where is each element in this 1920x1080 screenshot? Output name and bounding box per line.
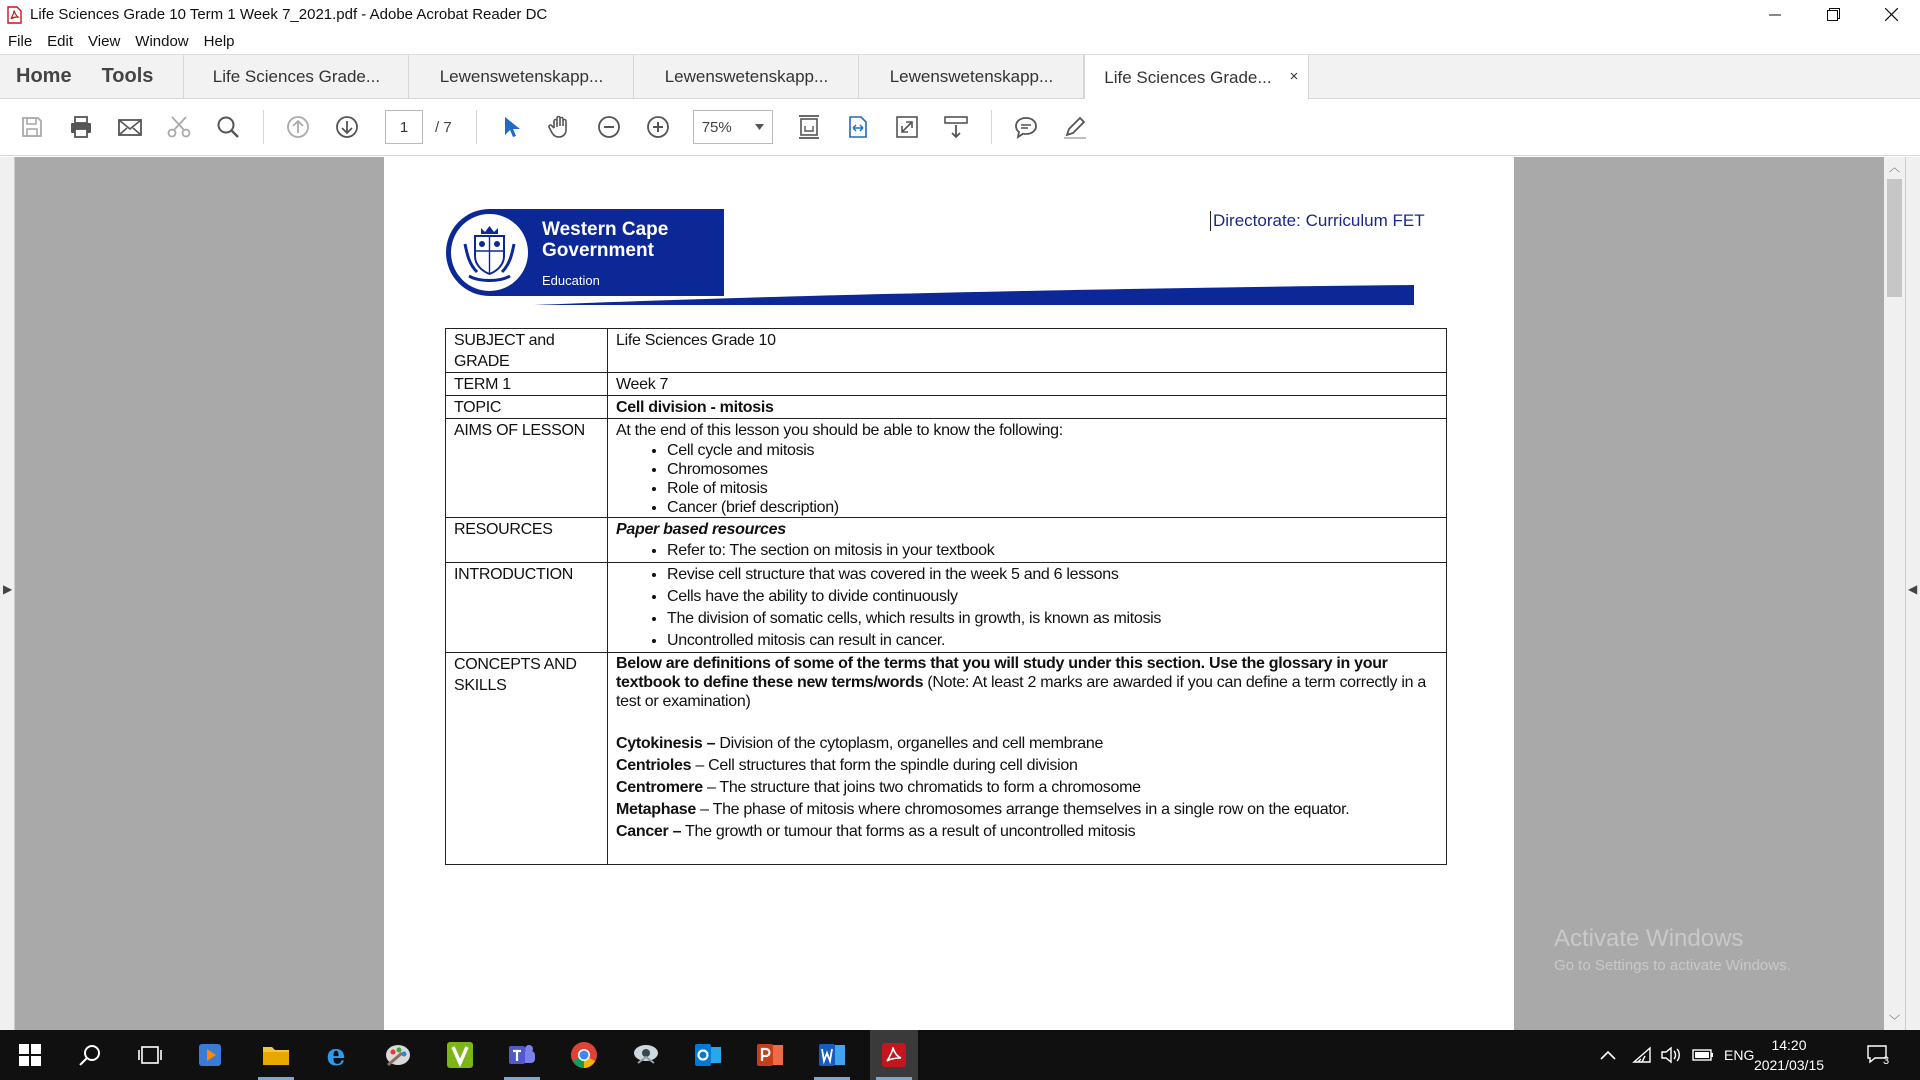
select-cursor-icon[interactable] xyxy=(491,107,531,147)
document-tab-active[interactable] xyxy=(1084,55,1309,100)
menu-bar xyxy=(0,29,1920,54)
topic-label: TOPIC xyxy=(446,396,608,419)
table-row xyxy=(446,329,1447,373)
zoom-level-select[interactable] xyxy=(693,110,773,144)
concepts-label: CONCEPTS AND SKILLS xyxy=(446,653,608,865)
introduction-label: INTRODUCTION xyxy=(446,563,608,653)
list-item: • Cell cycle and mitosis xyxy=(667,441,1438,460)
subject-value: Life Sciences Grade 10 xyxy=(608,329,1447,373)
menu-file[interactable]: File xyxy=(8,33,33,50)
definition-item: Metaphase – The phase of mitosis where chromosomes arrange themselves in a single row on the equator. xyxy=(616,801,1350,818)
list-item: • The division of somatic cells, which results in growth, is known as mitosis xyxy=(667,608,1438,630)
zoom-out-icon[interactable] xyxy=(589,107,629,147)
windows-start-icon[interactable] xyxy=(6,1030,54,1080)
email-icon[interactable] xyxy=(110,107,150,147)
aims-intro: At the end of this lesson you should be able to know the following: xyxy=(616,422,1063,439)
tab-bar xyxy=(0,54,1920,99)
zoom-value: 75% xyxy=(701,118,732,136)
list-item: • Revise cell structure that was covered in the week 5 and 6 lessons xyxy=(667,564,1438,586)
pdf-page xyxy=(384,157,1514,1030)
acrobat-taskbar-icon[interactable] xyxy=(870,1030,918,1080)
list-item: • Cancer (brief description) xyxy=(667,498,1438,517)
restore-button[interactable] xyxy=(1804,0,1862,29)
menu-help[interactable]: Help xyxy=(203,33,235,50)
document-tab-2[interactable] xyxy=(409,55,634,99)
toolbar-separator xyxy=(263,110,264,144)
save-icon[interactable] xyxy=(12,107,52,147)
tab-label: Life Sciences Grade... xyxy=(212,67,381,86)
table-row xyxy=(446,518,1447,563)
header-swoosh xyxy=(534,283,1414,305)
toolbar xyxy=(0,99,1920,156)
nav-home[interactable]: Home xyxy=(16,65,72,87)
aims-value xyxy=(608,419,1447,518)
table-row xyxy=(446,373,1447,396)
print-icon[interactable] xyxy=(61,107,101,147)
document-viewer[interactable] xyxy=(0,157,1920,1030)
task-view-icon[interactable] xyxy=(126,1030,174,1080)
zoom-in-icon[interactable] xyxy=(638,107,678,147)
media-player-icon[interactable] xyxy=(186,1030,234,1080)
word-icon[interactable] xyxy=(808,1030,856,1080)
list-item: • Refer to: The section on mitosis in your textbook xyxy=(667,540,1438,562)
document-tab-3[interactable] xyxy=(634,55,859,99)
toolbar-separator xyxy=(476,110,477,144)
chrome-icon[interactable] xyxy=(560,1030,608,1080)
network-icon[interactable] xyxy=(1632,1030,1652,1080)
fit-page-icon[interactable] xyxy=(789,107,829,147)
full-screen-icon[interactable] xyxy=(887,107,927,147)
page-total: / 7 xyxy=(435,118,452,136)
list-item: • Cells have the ability to divide continuously xyxy=(667,586,1438,608)
scroll-up-icon[interactable]: ︿ xyxy=(1889,162,1900,174)
right-panel-toggle[interactable] xyxy=(1905,157,1920,1030)
action-center-icon[interactable] xyxy=(1866,1030,1889,1080)
definition-item: Cancer – The growth or tumour that forms as a result of uncontrolled mitosis xyxy=(616,823,1136,840)
chevron-down-icon xyxy=(755,124,764,130)
lesson-plan-table xyxy=(445,328,1447,865)
expand-left-icon: ◀ xyxy=(1908,582,1918,596)
sign-pen-icon[interactable] xyxy=(1055,107,1095,147)
notification-count: 3 xyxy=(1883,1055,1890,1067)
search-icon[interactable] xyxy=(208,107,248,147)
document-tab-1[interactable] xyxy=(184,55,409,99)
table-row xyxy=(446,419,1447,518)
tab-label: Lewenswetenskapp... xyxy=(664,67,829,86)
scroll-mode-icon[interactable] xyxy=(936,107,976,147)
document-tab-4[interactable] xyxy=(859,55,1084,99)
toolbar-separator xyxy=(991,110,992,144)
coat-of-arms-icon xyxy=(449,212,530,293)
logo-department: Education xyxy=(542,273,600,288)
media-app-icon[interactable] xyxy=(622,1030,670,1080)
introduction-value xyxy=(608,563,1447,653)
window-title: Life Sciences Grade 10 Term 1 Week 7_2021.pdf - Adobe Acrobat Reader DC xyxy=(30,6,548,23)
subject-label: SUBJECT and GRADE xyxy=(446,329,608,373)
paint-app-icon[interactable] xyxy=(374,1030,422,1080)
activate-windows-watermark: Activate Windows Go to Settings to activate Windows. xyxy=(1554,925,1791,974)
vitality-app-icon[interactable] xyxy=(436,1030,484,1080)
nav-tools[interactable]: Tools xyxy=(86,55,185,98)
file-explorer-icon[interactable] xyxy=(252,1030,300,1080)
list-item: • Uncontrolled mitosis can result in cancer. xyxy=(667,630,1438,652)
introduction-list xyxy=(616,564,1438,652)
minimize-button[interactable] xyxy=(1746,0,1804,29)
table-row xyxy=(446,563,1447,653)
definition-item: Centrioles – Cell structures that form the spindle during cell division xyxy=(616,757,1078,774)
directorate-heading: Directorate: Curriculum FET xyxy=(1210,211,1425,231)
table-row xyxy=(446,653,1447,865)
table-row xyxy=(446,396,1447,419)
tab-label: Lewenswetenskapp... xyxy=(889,67,1054,86)
page-number-input[interactable]: 1 xyxy=(385,110,423,144)
expand-right-icon: ▶ xyxy=(3,582,13,596)
search-icon[interactable] xyxy=(66,1030,114,1080)
outlook-icon[interactable] xyxy=(684,1030,732,1080)
menu-window[interactable]: Window xyxy=(135,33,189,50)
clock-time: 14:20 xyxy=(1771,1037,1807,1053)
concepts-intro: Below are definitions of some of the terms that you will study under this section. Use the glossary in your textbook to define these new terms/words (Note: At least 2 marks are awarded if you can define a term correctly in a test or examination) xyxy=(616,655,1426,710)
close-tab-icon[interactable]: × xyxy=(1289,68,1299,85)
tab-label: Life Sciences Grade... xyxy=(1104,67,1272,87)
list-item: • Role of mitosis xyxy=(667,479,1438,498)
system-clock[interactable] xyxy=(1750,1035,1828,1075)
next-page-icon[interactable] xyxy=(327,107,367,147)
acrobat-app-icon xyxy=(6,6,22,24)
left-panel-toggle[interactable] xyxy=(0,157,15,1030)
aims-label: AIMS OF LESSON xyxy=(446,419,608,518)
scissors-icon[interactable] xyxy=(159,107,199,147)
scroll-down-icon[interactable]: ﹀ xyxy=(1889,1015,1900,1027)
teams-icon[interactable] xyxy=(498,1030,546,1080)
aims-list xyxy=(616,441,1438,517)
title-bar xyxy=(0,0,1920,29)
previous-page-icon[interactable] xyxy=(278,107,318,147)
scrollbar-thumb[interactable] xyxy=(1887,179,1902,297)
definition-item: Centromere – The structure that joins two chromatids to form a chromosome xyxy=(616,779,1141,796)
show-hidden-icons-icon[interactable] xyxy=(1600,1030,1616,1080)
resources-heading: Paper based resources xyxy=(616,521,786,538)
definition-item: Cytokinesis – Division of the cytoplasm, organelles and cell membrane xyxy=(616,735,1104,752)
volume-icon[interactable] xyxy=(1660,1030,1682,1080)
resources-value xyxy=(608,518,1447,563)
resources-label: RESOURCES xyxy=(446,518,608,563)
comment-icon[interactable] xyxy=(1006,107,1046,147)
vertical-scrollbar[interactable] xyxy=(1884,157,1905,1030)
concepts-value xyxy=(608,653,1447,865)
menu-view[interactable]: View xyxy=(88,33,121,50)
list-item: • Chromosomes xyxy=(667,460,1438,479)
tab-label: Lewenswetenskapp... xyxy=(439,67,604,86)
language-indicator[interactable]: ENG xyxy=(1724,1047,1755,1063)
resources-list xyxy=(616,540,1438,562)
internet-explorer-icon[interactable]: e xyxy=(326,1037,346,1073)
topic-value: Cell division - mitosis xyxy=(608,396,1447,419)
logo-name: Western Cape Government xyxy=(542,219,669,261)
windows-taskbar xyxy=(0,1030,1920,1080)
fit-width-icon[interactable] xyxy=(838,107,878,147)
menu-edit[interactable]: Edit xyxy=(47,33,74,50)
hand-tool-icon[interactable] xyxy=(540,107,580,147)
battery-icon[interactable] xyxy=(1692,1030,1714,1080)
term-label: TERM 1 xyxy=(446,373,608,396)
clock-date: 2021/03/15 xyxy=(1753,1057,1825,1073)
term-value: Week 7 xyxy=(608,373,1447,396)
powerpoint-icon[interactable] xyxy=(746,1030,794,1080)
close-window-button[interactable] xyxy=(1862,0,1920,29)
